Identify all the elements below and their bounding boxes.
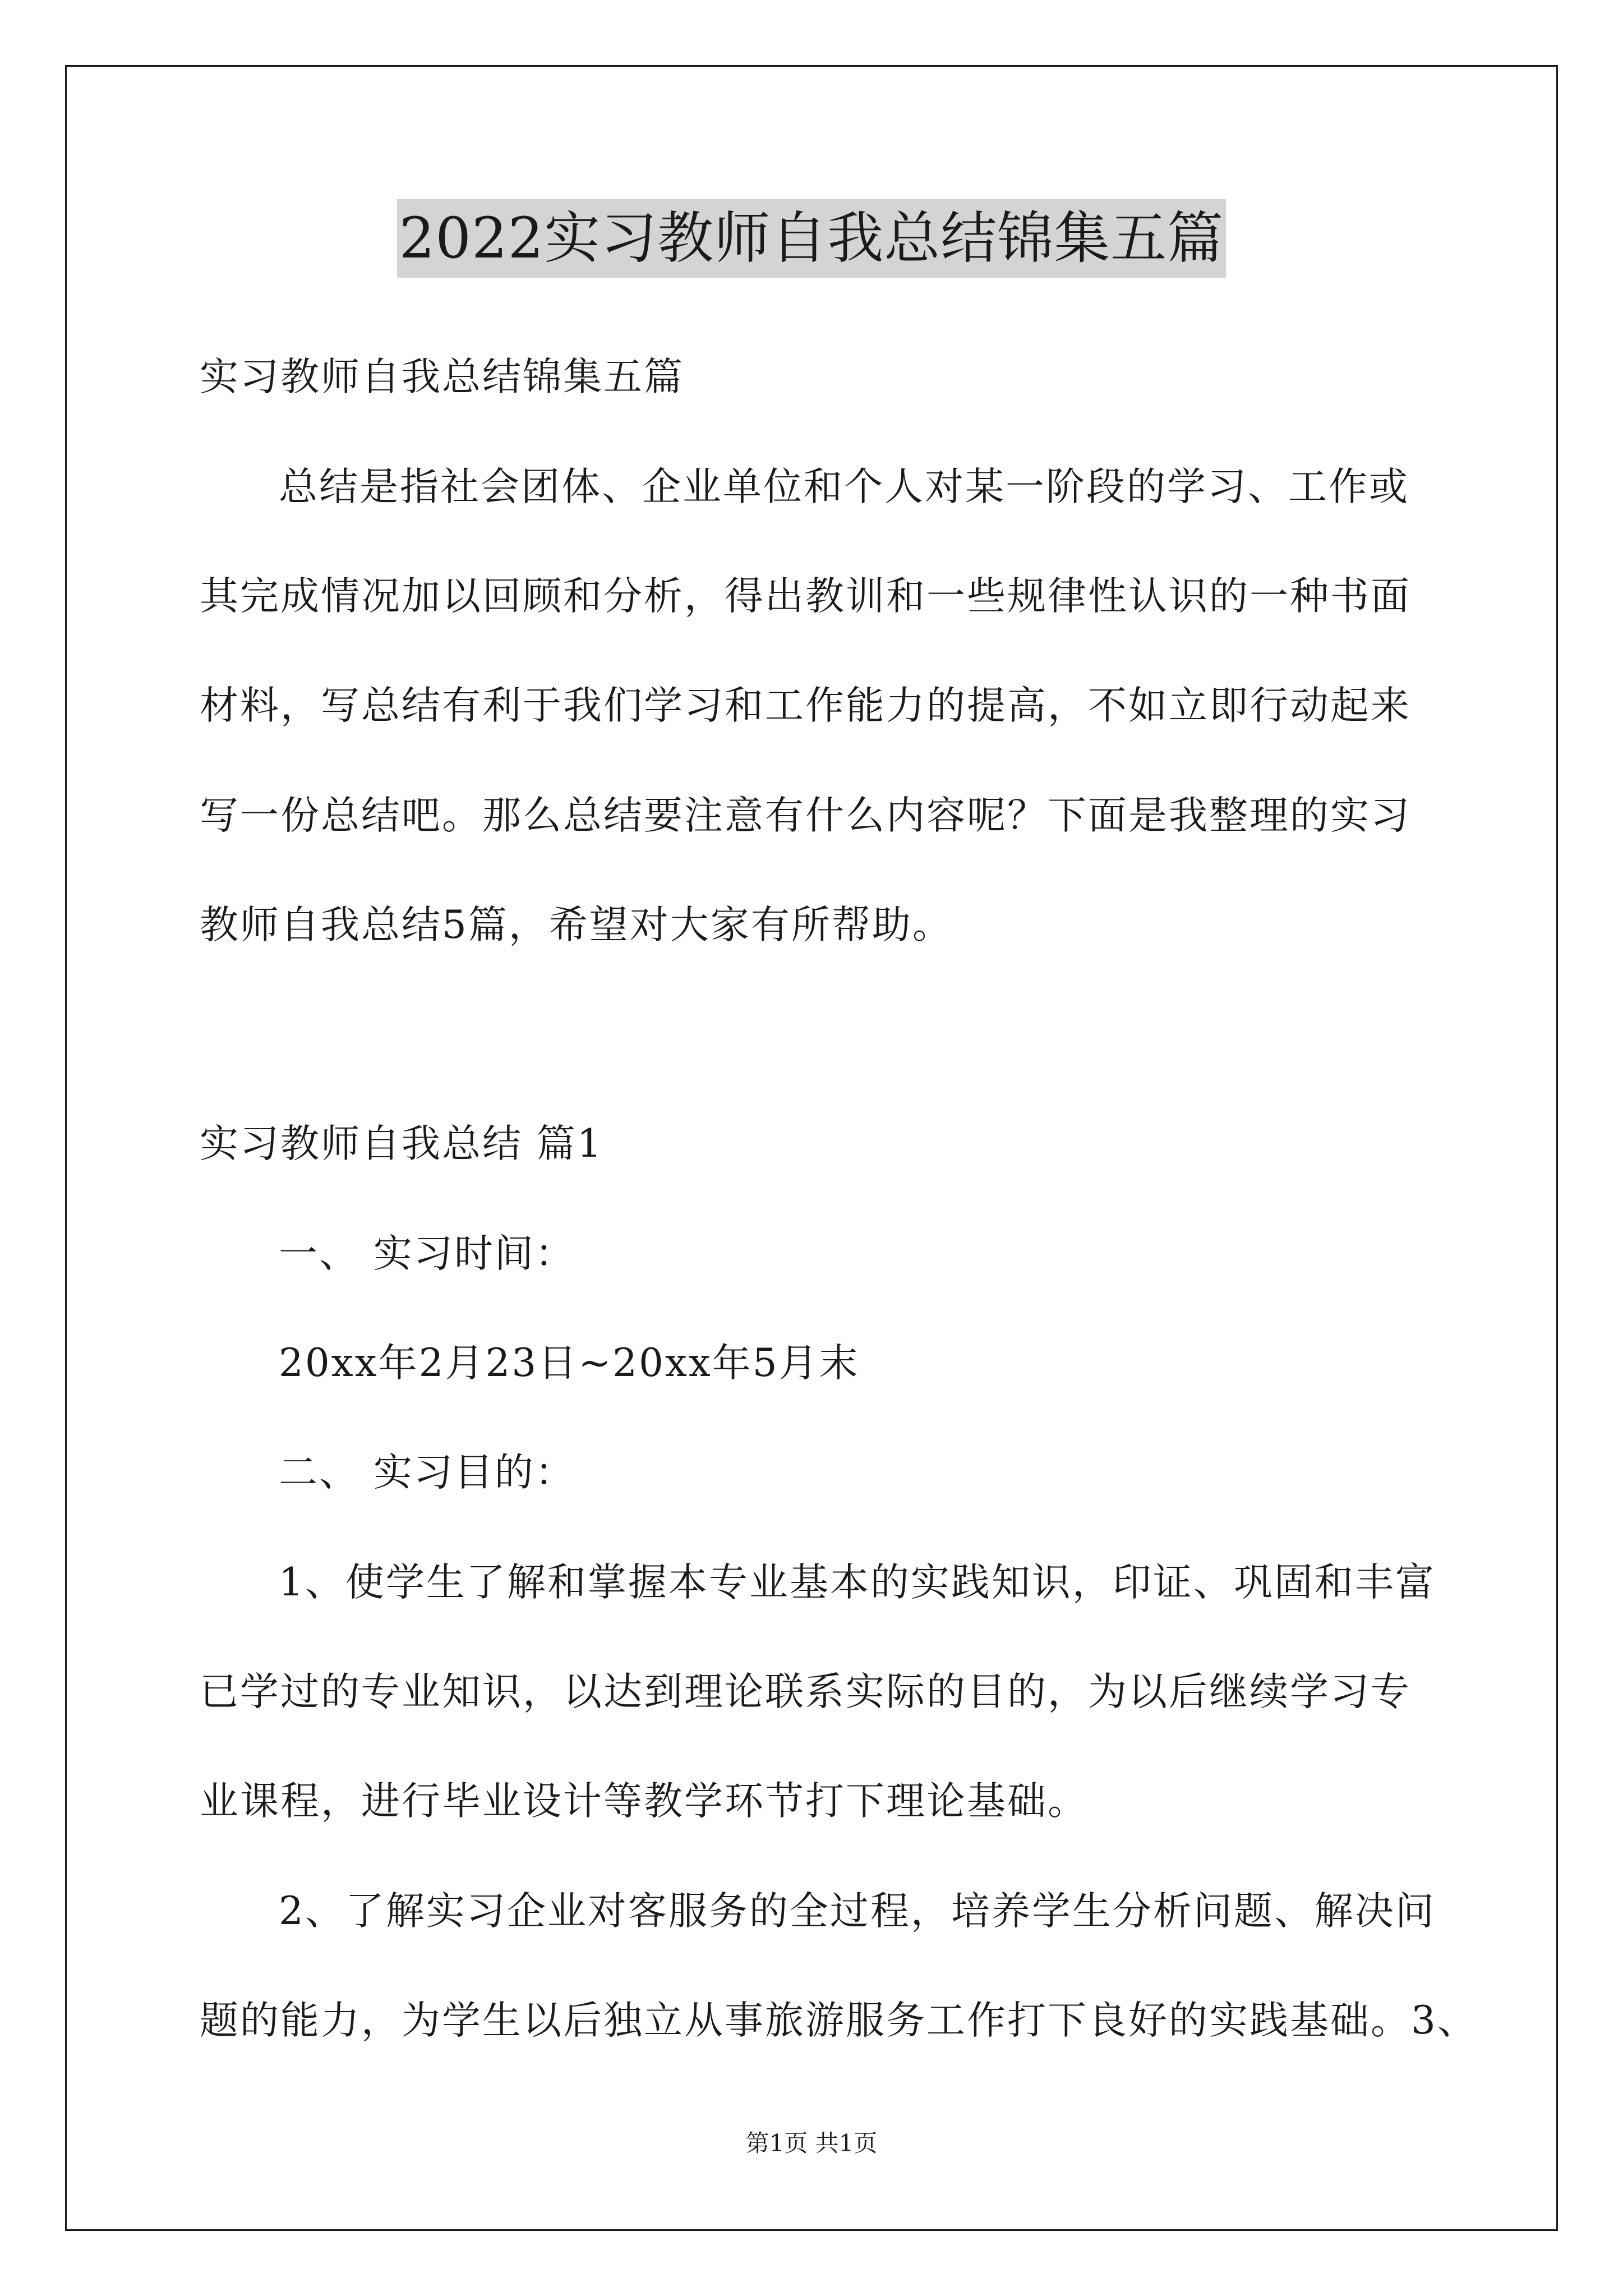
section-title: 实习教师自我总结 篇1 (200, 1121, 603, 1166)
purpose-1-line-1: 1、使学生了解和掌握本专业基本的实践知识，印证、巩固和丰富 (279, 1560, 1436, 1605)
document-title: 2022实习教师自我总结锦集五篇 (397, 199, 1227, 278)
intro-line-5: 教师自我总结5篇，希望对大家有所帮助。 (200, 903, 953, 947)
purpose-1-line-3: 业课程，进行毕业设计等教学环节打下理论基础。 (200, 1779, 1088, 1824)
time-value: 20xx年2月23日~20xx年5月末 (279, 1341, 860, 1386)
heading-time: 一、 实习时间： (279, 1231, 575, 1276)
purpose-1-line-2: 已学过的专业知识，以达到理论联系实际的目的，为以后继续学习专 (200, 1669, 1411, 1714)
document-subtitle: 实习教师自我总结锦集五篇 (200, 355, 684, 399)
purpose-2-line-1: 2、了解实习企业对客服务的全过程，培养学生分析问题、解决问 (279, 1889, 1436, 1934)
intro-line-4: 写一份总结吧。那么总结要注意有什么内容呢？下面是我整理的实习 (200, 793, 1411, 838)
heading-purpose: 二、 实习目的： (279, 1450, 575, 1495)
title-container (0, 199, 1623, 278)
intro-line-3: 材料，写总结有利于我们学习和工作能力的提高，不如立即行动起来 (200, 683, 1411, 728)
page-footer: 第1页 共1页 (745, 2129, 878, 2157)
intro-line-2: 其完成情况加以回顾和分析，得出教训和一些规律性认识的一种书面 (200, 574, 1411, 619)
intro-line-1: 总结是指社会团体、企业单位和个人对某一阶段的学习、工作或 (279, 464, 1409, 509)
purpose-2-line-2: 题的能力，为学生以后独立从事旅游服务工作打下良好的实践基础。3、 (200, 1998, 1478, 2043)
